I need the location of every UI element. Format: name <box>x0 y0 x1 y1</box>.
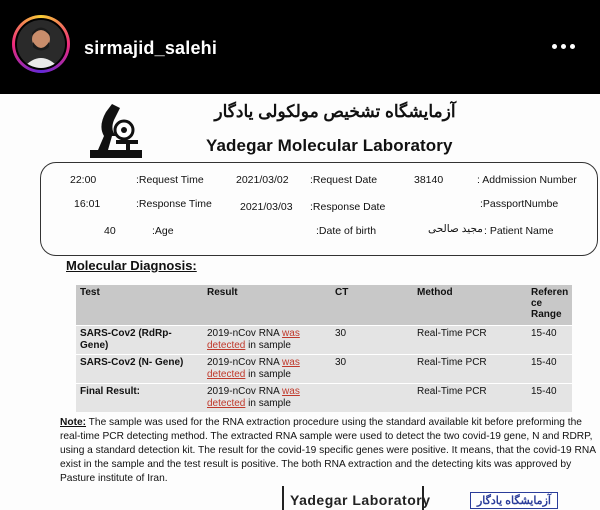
lab-name-english: Yadegar Molecular Laboratory <box>206 136 453 155</box>
admission-number-label: : Addmission Number <box>477 174 577 186</box>
date-of-birth-label: :Date of birth <box>316 225 377 237</box>
cell-range: 15-40 <box>527 325 572 354</box>
admission-number-value: 38140 <box>414 174 444 186</box>
response-time-label: :Response Time <box>136 198 212 210</box>
lab-name-persian: آزمایشگاه تشخیص مولکولی یادگار <box>214 102 456 121</box>
result-suffix: in sample <box>245 368 291 380</box>
result-was: was <box>282 356 300 368</box>
age-label: :Age <box>152 225 174 237</box>
result-suffix: in sample <box>245 397 291 409</box>
result-detected: detected <box>207 368 246 380</box>
cell-range: 15-40 <box>527 354 572 383</box>
result-suffix: in sample <box>245 339 291 351</box>
result-detected: detected <box>207 397 246 409</box>
cell-result <box>203 383 331 412</box>
header-result: Result <box>203 285 331 325</box>
results-table <box>76 285 572 412</box>
result-detected: detected <box>207 339 246 351</box>
cell-ct: 30 <box>331 325 413 354</box>
username[interactable]: sirmajid_salehi <box>84 38 218 58</box>
result-was: was <box>282 327 300 339</box>
passport-number-label: :PassportNumbe <box>480 198 559 210</box>
result-was: was <box>282 385 300 397</box>
microscope-logo-icon <box>90 100 142 160</box>
patient-name-label: : Patient Name <box>484 225 554 237</box>
cell-result <box>203 325 331 354</box>
lab-report-document <box>0 94 600 510</box>
header-ref-line-1: Referen <box>531 287 569 298</box>
molecular-diagnosis-title: Molecular Diagnosis: <box>66 258 197 273</box>
cell-range: 15-40 <box>527 383 572 412</box>
cell-method: Real-Time PCR <box>413 325 527 354</box>
age-value: 40 <box>104 225 116 237</box>
cell-test: SARS-Cov2 (RdRp- Gene) <box>76 325 203 354</box>
request-date-label: :Request Date <box>310 174 378 186</box>
table-row <box>76 354 572 383</box>
lab-stamp-english: Yadegar Laboratory <box>290 492 431 508</box>
more-options-icon[interactable] <box>552 44 576 50</box>
result-text: 2019-nCov RNA <box>207 327 283 339</box>
cell-test: Final Result: <box>76 383 203 412</box>
cell-result <box>203 354 331 383</box>
header-ref-line-3: Range <box>531 309 562 320</box>
table-header-row <box>76 285 572 325</box>
header-reference-range <box>527 285 572 325</box>
header-test: Test <box>76 285 203 325</box>
result-text: 2019-nCov RNA <box>207 385 283 397</box>
cell-ct <box>331 383 413 412</box>
avatar[interactable] <box>15 18 67 70</box>
cell-method: Real-Time PCR <box>413 354 527 383</box>
post-header <box>0 0 600 94</box>
request-date-value: 2021/03/02 <box>236 174 289 186</box>
cell-ct: 30 <box>331 354 413 383</box>
request-time-label: :Request Time <box>136 174 204 186</box>
response-time-value: 16:01 <box>74 198 101 210</box>
patient-name-value: مجید صالحی <box>428 223 483 235</box>
cell-test: SARS-Cov2 (N- Gene) <box>76 354 203 383</box>
table-row <box>76 383 572 412</box>
note-text: The sample was used for the RNA extraction procedure using the standard available kit before preforming the real-time PCR detecting method. The extracted RNA sample were used to detect the two covid-19 gene, N and RDRP, using a standard detection kit. The result for the covid-19 specific genes were positive. It means, that the covid-19 RNA exist in the sample and the test result is positive. The both RNA extraction and the detecting kits was approved by Pasture institute of Iran. <box>60 417 596 484</box>
cell-method: Real-Time PCR <box>413 383 527 412</box>
table-row <box>76 325 572 354</box>
header-ref-line-2: ce <box>531 298 543 309</box>
response-date-value: 2021/03/03 <box>240 201 293 213</box>
result-text: 2019-nCov RNA <box>207 356 283 368</box>
note-label: Note: <box>60 417 87 428</box>
request-time-value: 22:00 <box>70 174 97 186</box>
header-ct: CT <box>331 285 413 325</box>
note-paragraph <box>60 416 600 486</box>
response-date-label: :Response Date <box>310 201 386 213</box>
story-ring[interactable] <box>12 15 70 73</box>
header-method: Method <box>413 285 527 325</box>
lab-stamp-persian: آزمایشگاه یادگار <box>470 492 558 509</box>
